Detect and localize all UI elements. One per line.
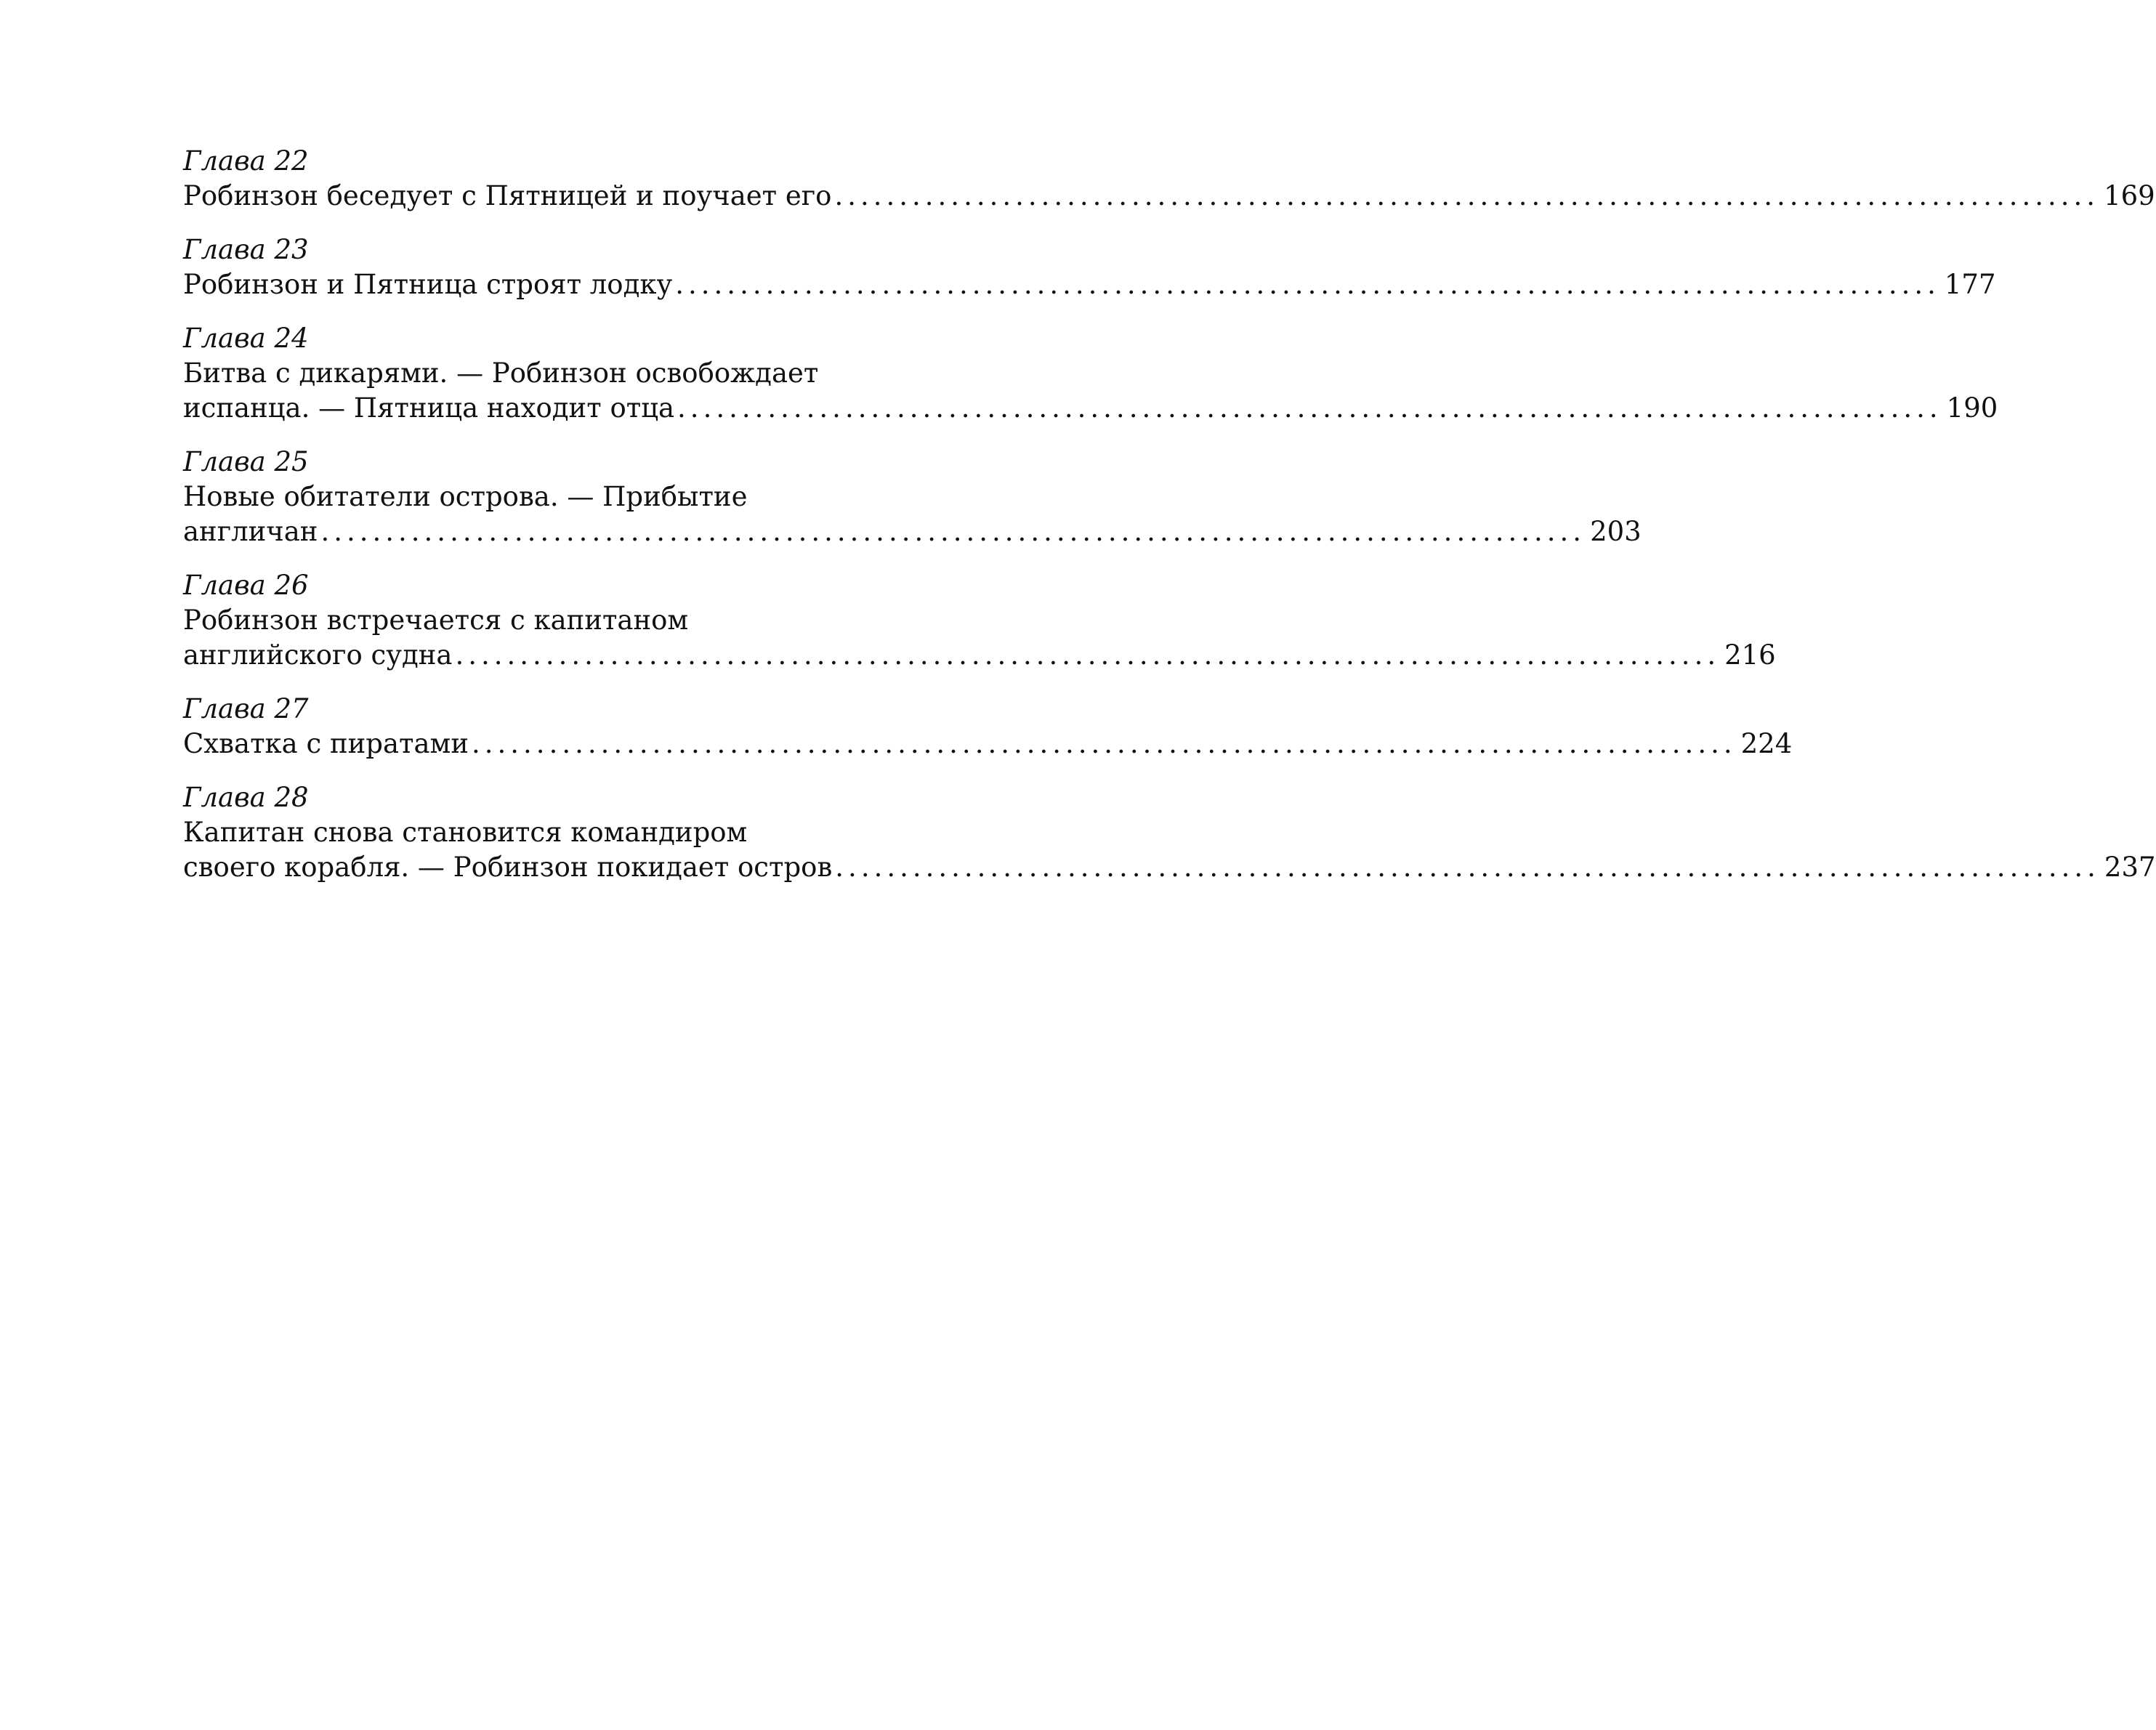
chapter-heading: Глава 22	[183, 145, 309, 177]
dot-leader: ..................................................................................................	[472, 728, 1737, 759]
toc-entry-28	[183, 780, 2156, 885]
dot-leader: ..................................................................................................	[677, 392, 1942, 424]
page-number: 224	[1740, 728, 1793, 759]
table-of-contents	[183, 144, 2156, 904]
toc-entry-line	[183, 850, 2156, 885]
entry-title-line: Робинзон встречается с капитаном	[183, 605, 689, 636]
toc-entry-line	[183, 727, 1793, 761]
entry-title: испанца. — Пятница находит отца	[183, 392, 675, 424]
toc-entry-line	[183, 267, 1996, 302]
page-number: 203	[1590, 516, 1642, 547]
toc-entry-line	[183, 638, 1776, 673]
toc-entry-line	[183, 391, 1998, 426]
entry-title: Робинзон беседует с Пятницей и поучает его	[183, 180, 832, 211]
chapter-heading: Глава 26	[183, 570, 309, 601]
toc-entry-27	[183, 692, 1793, 761]
chapter-heading: Глава 24	[183, 323, 309, 354]
chapter-heading: Глава 23	[183, 234, 309, 265]
page-number: 177	[1944, 269, 1996, 300]
page-number: 216	[1724, 639, 1776, 671]
page-number: 190	[1946, 392, 1998, 424]
dot-leader: ..................................................................................................	[834, 180, 2100, 211]
chapter-heading: Глава 27	[183, 693, 309, 724]
page-number: 169	[2104, 180, 2155, 211]
entry-title-line: Новые обитатели острова. — Прибытие	[183, 481, 748, 512]
entry-title: своего корабля. — Робинзон покидает остров	[183, 852, 833, 883]
toc-entry-25	[183, 445, 1642, 549]
toc-entry-26	[183, 568, 1776, 673]
toc-entry-line	[183, 179, 2155, 214]
dot-leader: ..................................................................................................	[675, 269, 1940, 300]
dot-leader: ..................................................................................................	[455, 639, 1721, 671]
dot-leader: ..................................................................................................	[320, 516, 1586, 547]
page-number: 237	[2104, 852, 2156, 883]
chapter-heading: Глава 28	[183, 782, 309, 813]
entry-title-line: Капитан снова становится командиром	[183, 817, 748, 848]
entry-title: Робинзон и Пятница строят лодку	[183, 269, 673, 300]
toc-entry-line	[183, 514, 1642, 549]
entry-title: Схватка с пиратами	[183, 728, 469, 759]
dot-leader: ..................................................................................................	[835, 852, 2100, 883]
entry-title: английского судна	[183, 639, 453, 671]
entry-title: англичан	[183, 516, 318, 547]
chapter-heading: Глава 25	[183, 446, 309, 477]
entry-title-line: Битва с дикарями. — Робинзон освобождает	[183, 357, 819, 389]
toc-entry-24	[183, 321, 1998, 426]
toc-entry-22	[183, 144, 2155, 214]
toc-entry-23	[183, 233, 1996, 302]
